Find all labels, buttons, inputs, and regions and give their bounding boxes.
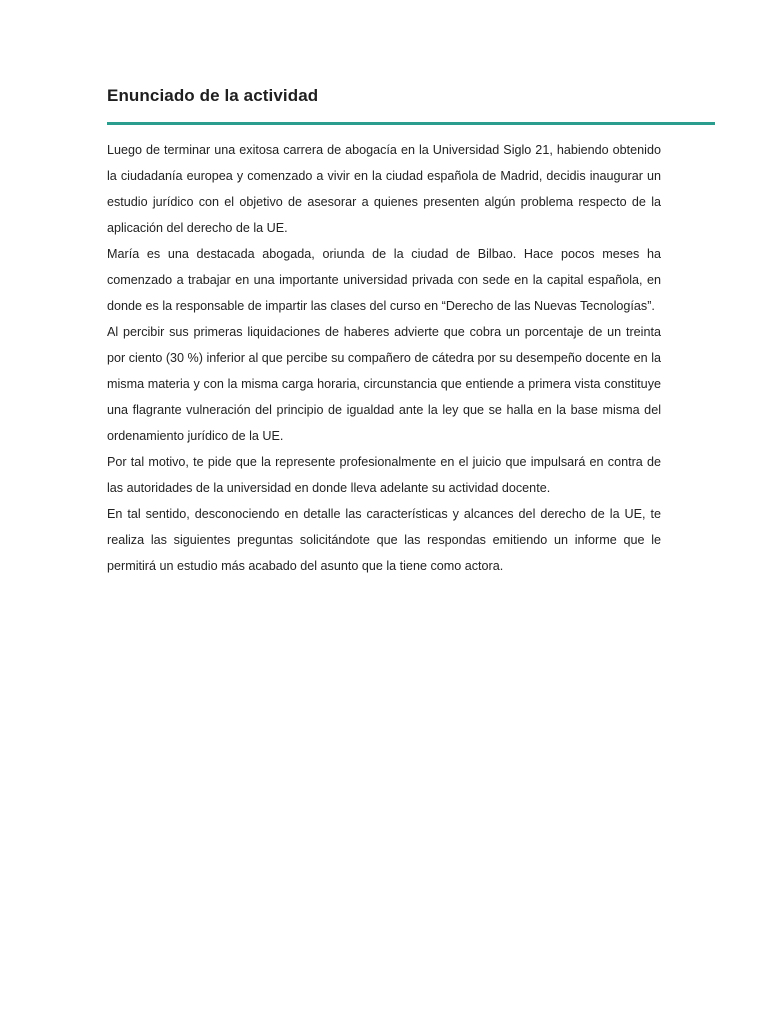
paragraph-2: María es una destacada abogada, oriunda de la ciudad de Bilbao. Hace pocos meses ha comenzado a trabajar en una importante universidad privada con sede en la capital española, en donde es la responsable de impartir las clases del curso en “Derecho de las Nuevas Tecnologías”. [107,247,661,313]
paragraph-1: Luego de terminar una exitosa carrera de abogacía en la Universidad Siglo 21, habiendo obtenido la ciudadanía europea y comenzado a vivir en la ciudad española de Madrid, decidis inaugurar un estudio jurídico con el objetivo de asesorar a quienes presenten algún problema respecto de la aplicación del derecho de la UE. [107,143,661,235]
paragraph-3: Al percibir sus primeras liquidaciones de haberes advierte que cobra un porcentaje de un treinta por ciento (30 %) inferior al que percibe su compañero de cátedra por su desempeño docente en la misma materia y con la misma carga horaria, circunstancia que entiende a primera vista constituye una flagrante vulneración del principio de igualdad ante la ley que se halla en la base misma del ordenamiento jurídico de la UE. [107,325,661,443]
heading-divider [107,122,715,125]
section-heading: Enunciado de la actividad [107,86,319,105]
paragraph-4: Por tal motivo, te pide que la represente profesionalmente en el juicio que impulsará en contra de las autoridades de la universidad en donde lleva adelante su actividad docente. [107,455,661,495]
activity-statement [107,137,661,579]
paragraph-5: En tal sentido, desconociendo en detalle las características y alcances del derecho de la UE, te realiza las siguientes preguntas solicitándote que las respondas emitiendo un informe que le permitirá un estudio más acabado del asunto que la tiene como actora. [107,507,661,573]
